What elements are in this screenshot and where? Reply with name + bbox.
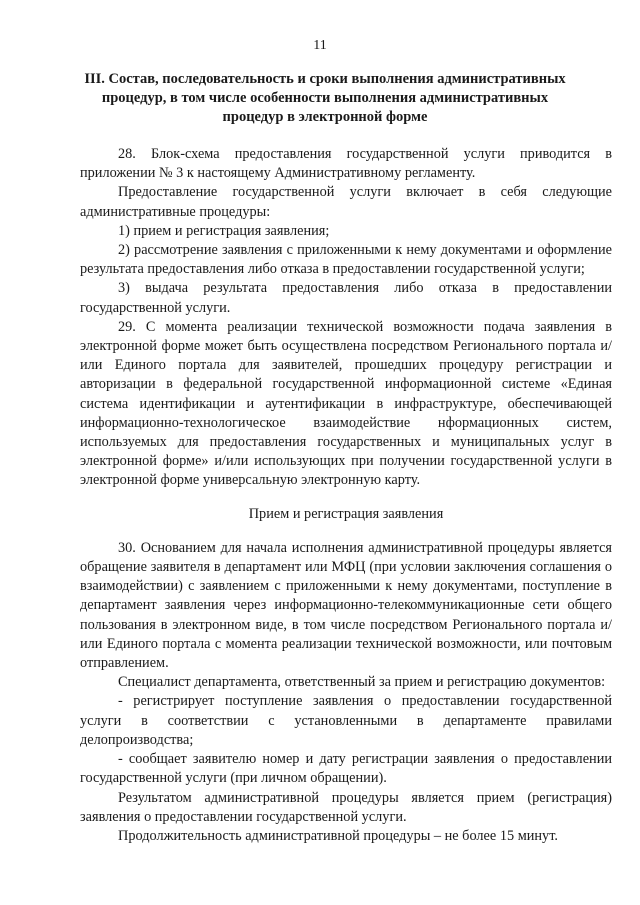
- document-body: [80, 145, 612, 846]
- paragraph-specialist: Специалист департамента, ответственный за прием и регистрацию документов:: [118, 674, 606, 691]
- list-item-register: - регистрирует поступление заявления о предоставлении государственной услуги в соответствии с установленными в департаменте правилами делопроизводства;: [80, 693, 612, 748]
- paragraph-procedures-intro: Предоставление государственной услуги включает в себя следующие административные процедуры:: [80, 184, 612, 220]
- list-item-inform: - сообщает заявителю номер и дату регистрации заявления о предоставлении государственной услуги (при личном обращении).: [80, 751, 612, 787]
- paragraph-29: 29. С момента реализации технической возможности подача заявления в электронной форме может быть осуществлена посредством Регионального портала и/или Единого портала для заявителей, прошедших процедуру регистрации и авторизации в федеральной государственной информационной системе «Единая система идентификации и аутентификации в инфраструктуре, обеспечивающей информационно-технологическое взаимодействие нформационных систем, используемых для предоставления государственных и муниципальных услуг в электронной форме» и/или использующих при получении государственной услуги в электронной форме универсальную электронную карту.: [80, 318, 612, 489]
- section-title: III. Состав, последовательность и сроки выполнения административных процедур, в том числе особенности выполнения административных процедур в электронной форме: [84, 71, 566, 125]
- list-item-1: 1) прием и регистрация заявления;: [118, 222, 330, 239]
- paragraph-result: Результатом административной процедуры является прием (регистрация) заявления о предоставлении государственной услуги.: [80, 789, 612, 825]
- list-item-3: 3) выдача результата предоставления либо отказа в предоставлении государственной услуги.: [80, 280, 612, 316]
- paragraph-duration: Продолжительность административной процедуры – не более 15 минут.: [118, 827, 558, 844]
- list-item-2: 2) рассмотрение заявления с приложенными к нему документами и оформление результата предоставления либо отказа в предоставлении государственной услуги;: [80, 242, 612, 278]
- page-number: 11: [313, 38, 327, 53]
- paragraph-28: 28. Блок-схема предоставления государственной услуги приводится в приложении № 3 к настоящему Административному регламенту.: [80, 146, 612, 182]
- subheading: Прием и регистрация заявления: [248, 505, 444, 522]
- paragraph-30: 30. Основанием для начала исполнения административной процедуры является обращение заявителя в департамент или МФЦ (при условии заключения соглашения о взаимодействии) с заявлением с приложенными к нему документами, поступление в департамент заявления через информационно-телекоммуникационные сети общего пользования в электронном виде, в том числе посредством Регионального портала и/или Единого портала с момента реализации технической возможности, или почтовым отправлением.: [80, 539, 612, 672]
